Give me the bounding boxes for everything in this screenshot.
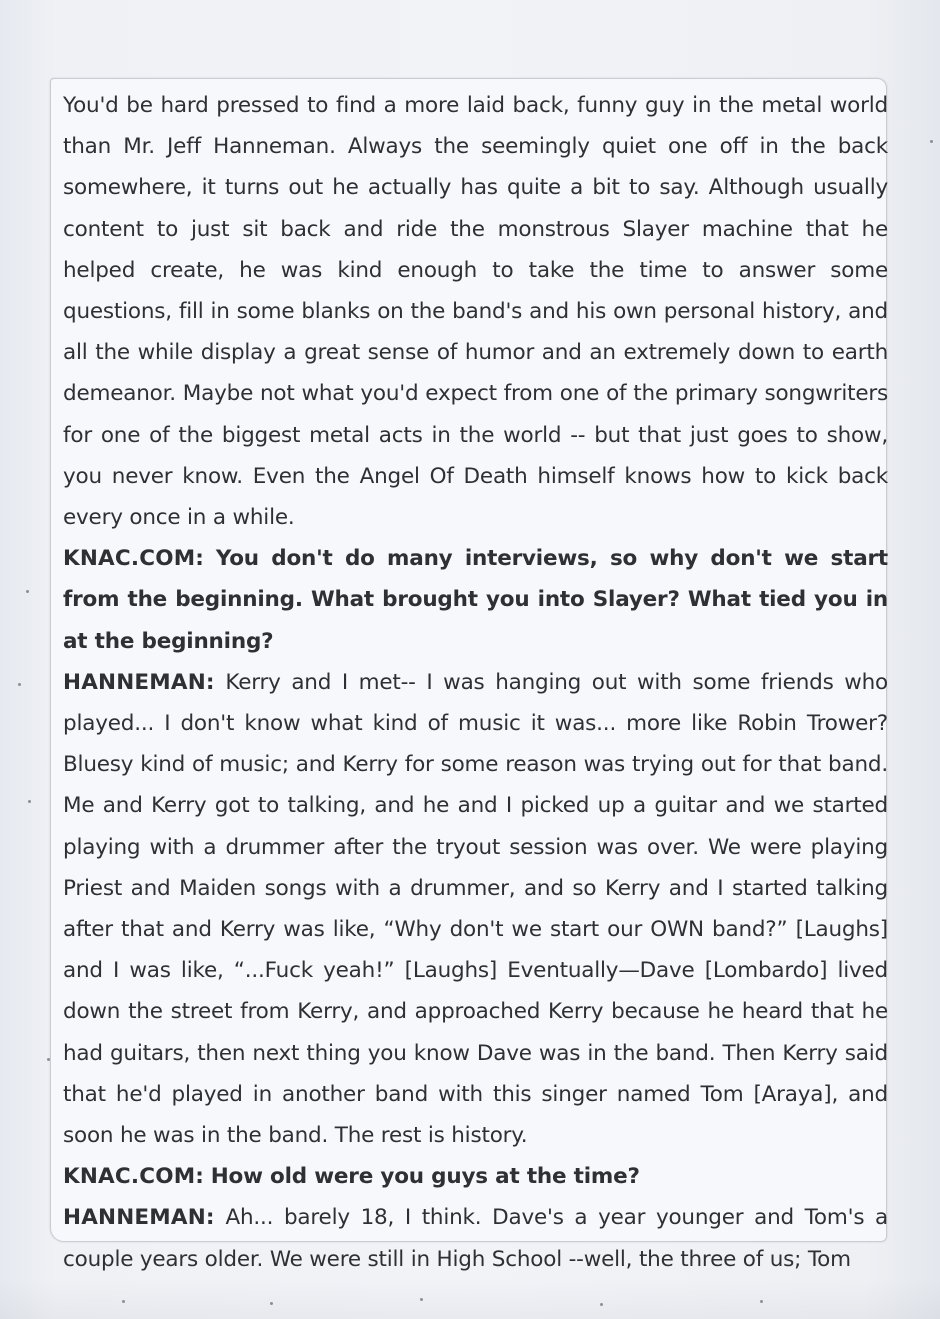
paper-speck — [122, 1300, 125, 1303]
interview-entry — [63, 662, 888, 1156]
page-shadow — [0, 1279, 940, 1319]
interview-entry — [63, 538, 888, 662]
article-clipping — [50, 78, 888, 1272]
intro-paragraph: You'd be hard pressed to find a more laid back, funny guy in the metal world than Mr. Jeff Hanneman. Always the seemingly quiet one off in the back somewhere, it turns out he actually has quite a bit to say. Although usually content to just sit back and ride the monstrous Slayer machine that he helped create, he was kind enough to take the time to answer some questions, fill in some blanks on the band's and his own personal history, and all the while display a great sense of humor and an extremely down to earth demeanor. Maybe not what you'd expect from one of the primary songwriters for one of the biggest metal acts in the world -- but that just goes to show, you never know. Even the Angel Of Death himself knows how to kick back every once in a while. — [63, 93, 888, 531]
speaker-label: KNAC.COM: — [63, 546, 205, 572]
interview-entry — [63, 1156, 888, 1197]
paper-speck — [760, 1300, 763, 1303]
question-text: You don't do many interviews, so why don't we start from the beginning. What brought you into Slayer? What tied you in at the beginning? — [63, 546, 888, 654]
speaker-label: KNAC.COM: — [63, 1164, 205, 1190]
speaker-label: HANNEMAN: — [63, 1205, 215, 1231]
paper-speck — [26, 590, 29, 593]
speaker-label: HANNEMAN: — [63, 669, 215, 695]
paper-speck — [600, 1303, 603, 1306]
article-text — [63, 85, 888, 1280]
paper-speck — [28, 800, 31, 803]
question-text: How old were you guys at the time? — [210, 1164, 640, 1190]
paper-speck — [18, 683, 21, 686]
interview-entry — [63, 1197, 888, 1279]
answer-text: Kerry and I met-- I was hanging out with some friends who played... I don't know what kind of music it was... more like Robin Trower? Bluesy kind of music; and Kerry for some reason was trying out for that band. Me and Kerry got to talking, and he and I picked up a guitar and we started playing with a drummer after the tryout session was over. We were playing Priest and Maiden songs with a drummer, and so Kerry and I started talking after that and Kerry was like, “Why don't we start our OWN band?” [Laughs] and I was like, “...Fuck yeah!” [Laughs] Eventually—Dave [Lombardo] lived down the street from Kerry, and approached Kerry because he heard that he had guitars, then next thing you know Dave was in the band. Then Kerry said that he'd played in another band with this singer named Tom [Araya], and soon he was in the band. The rest is history. — [63, 669, 888, 1149]
paper-speck — [930, 140, 933, 143]
answer-text: Ah... barely 18, I think. Dave's a year younger and Tom's a couple years older. We were still in High School --well, the three of us; Tom — [63, 1205, 888, 1272]
paper-speck — [420, 1298, 423, 1301]
paper-speck — [270, 1302, 273, 1305]
